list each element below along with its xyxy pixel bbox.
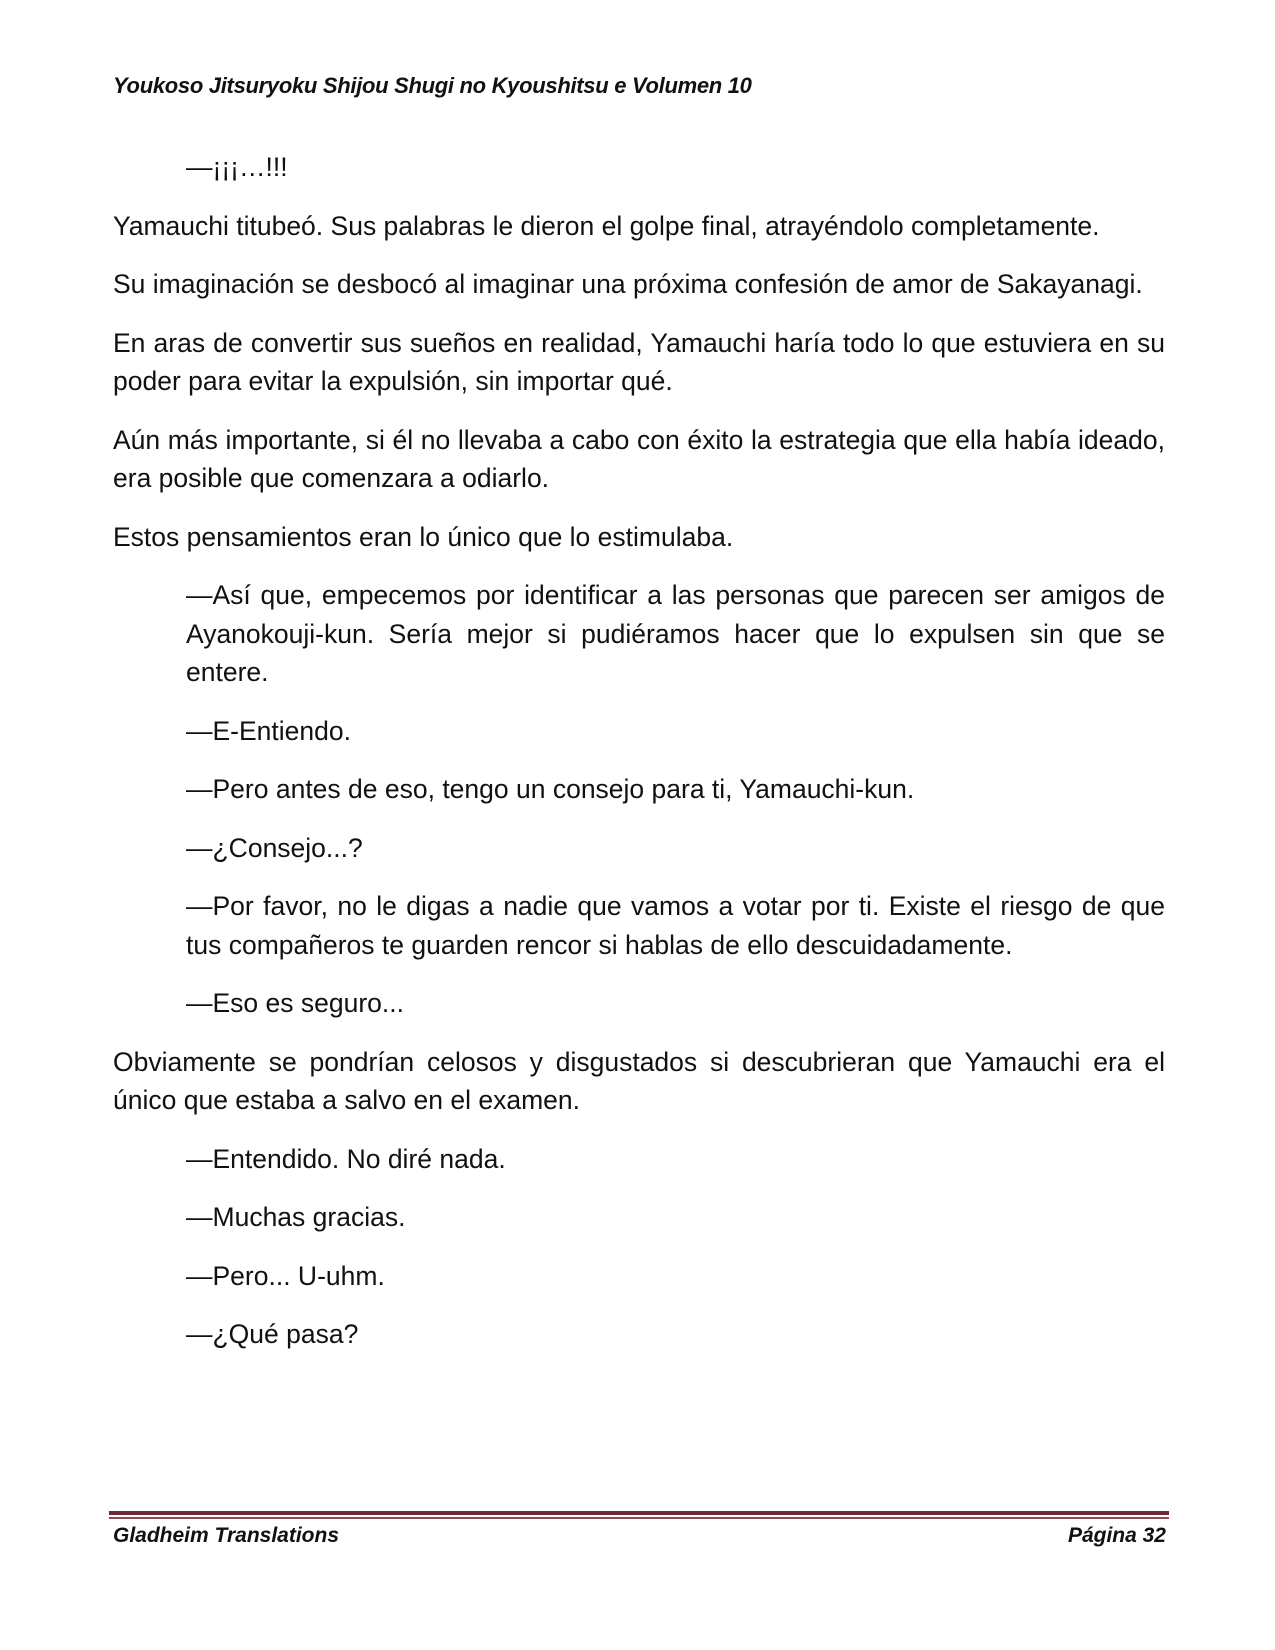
footer-credit: Gladheim Translations xyxy=(113,1524,340,1547)
paragraph: En aras de convertir sus sueños en realidad, Yamauchi haría todo lo que estuviera en su poder para evitar la expulsión, sin importar qué. xyxy=(113,327,1165,396)
paragraph: —¡¡¡…!!! xyxy=(186,152,288,182)
page-body xyxy=(113,148,1165,1374)
paragraph: —Pero antes de eso, tengo un consejo para ti, Yamauchi-kun. xyxy=(186,774,915,804)
footer-rule xyxy=(109,1511,1169,1519)
page-number: Página 32 xyxy=(1067,1524,1166,1547)
paragraph: —¿Qué pasa? xyxy=(186,1319,359,1349)
paragraph: Aún más importante, si él no llevaba a cabo con éxito la estrategia que ella había ideado, era posible que comenzara a odiarlo. xyxy=(113,424,1165,493)
paragraph: —Así que, empecemos por identificar a las personas que parecen ser amigos de Ayanokouji-kun. Sería mejor si pudiéramos hacer que lo expulsen sin que se entere. xyxy=(186,580,1165,687)
paragraph: —Por favor, no le digas a nadie que vamos a votar por ti. Existe el riesgo de que tus compañeros te guarden rencor si hablas de ello descuidadamente. xyxy=(186,891,1165,960)
paragraph: —Muchas gracias. xyxy=(186,1202,406,1232)
paragraph: —Entendido. No diré nada. xyxy=(186,1143,506,1174)
paragraph: Estos pensamientos eran lo único que lo estimulaba. xyxy=(113,521,734,552)
paragraph: —E-Entiendo. xyxy=(186,715,351,746)
paragraph: —Pero... U-uhm. xyxy=(186,1260,385,1291)
paragraph: Yamauchi titubeó. Sus palabras le dieron el golpe final, atrayéndolo completamente. xyxy=(113,210,1100,241)
paragraph: Obviamente se pondrían celosos y disgustados si descubrieran que Yamauchi era el único que estaba a salvo en el examen. xyxy=(113,1046,1165,1115)
paragraph: —¿Consejo...? xyxy=(186,832,363,863)
paragraph: —Eso es seguro... xyxy=(186,988,404,1018)
paragraph: Su imaginación se desbocó al imaginar una próxima confesión de amor de Sakayanagi. xyxy=(113,269,1143,299)
footer-rule-thin xyxy=(109,1517,1169,1519)
page-header-title: Youkoso Jitsuryoku Shijou Shugi no Kyoushitsu e Volumen 10 xyxy=(113,73,752,98)
